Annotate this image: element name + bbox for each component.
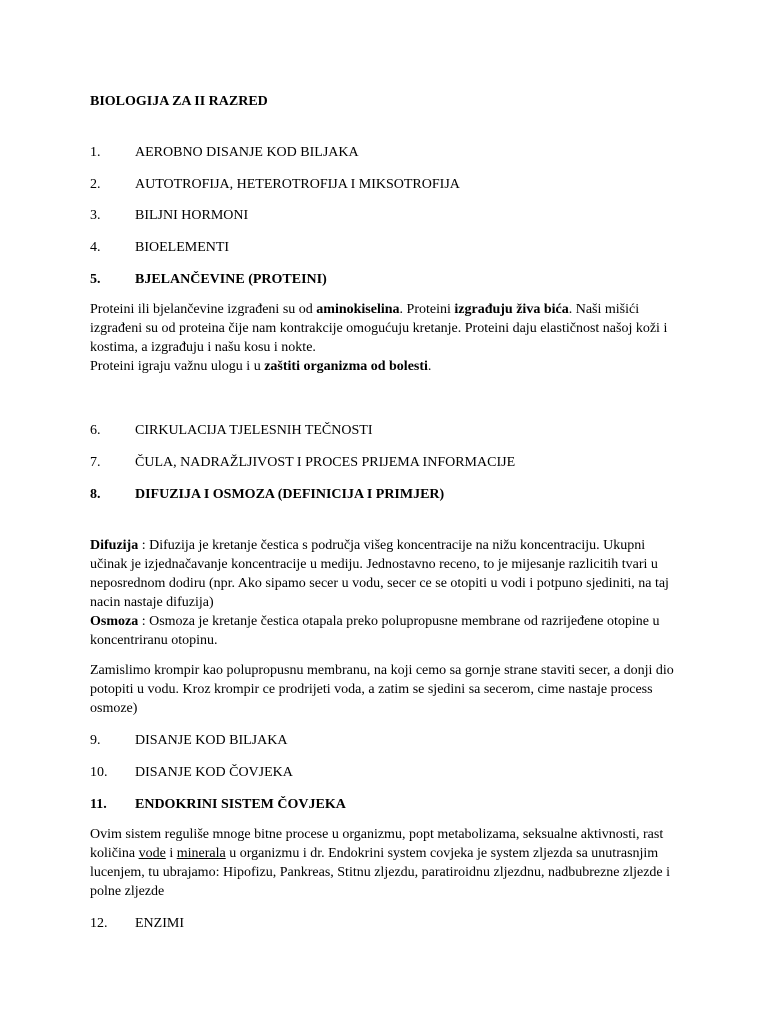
list-item-label: BJELANČEVINE (PROTEINI) bbox=[135, 272, 327, 287]
list-item-number: 2. bbox=[90, 177, 101, 192]
list-item bbox=[90, 175, 690, 194]
list-item bbox=[90, 485, 690, 504]
vode-link[interactable]: vode bbox=[138, 846, 166, 861]
proteini-paragraph bbox=[90, 300, 680, 357]
list-item-label: ČULA, NADRAŽLJIVOST I PROCES PRIJEMA INFORMACIJE bbox=[135, 455, 516, 470]
text-run: u organizmu i dr. Endokrini system covjeka je system zljezda sa unutrasnjim lucenjem, tu ubrajamo: Hipofizu, Pankreas, Stitnu zljezdu, paratiroidnu zljezdnu, nadbubrezne zljezde i polne zljezde bbox=[90, 846, 671, 899]
text-run: . Proteini bbox=[399, 302, 455, 317]
list-item-number: 1. bbox=[90, 145, 101, 160]
list-item-number: 5. bbox=[90, 272, 101, 287]
text-run: i bbox=[165, 846, 177, 861]
text-run: Ovim sistem reguliše mnoge bitne procese u organizmu, popt metabolizama, seksualne aktivnosti, rast količina bbox=[90, 827, 664, 861]
minerala-link[interactable]: minerala bbox=[176, 846, 226, 861]
list-item-label: DIFUZIJA I OSMOZA (DEFINICIJA I PRIMJER) bbox=[135, 487, 445, 502]
list-item-label: CIRKULACIJA TJELESNIH TEČNOSTI bbox=[135, 423, 373, 438]
list-item-number: 12. bbox=[90, 916, 108, 931]
text-run: Proteini igraju važnu ulogu i u bbox=[90, 359, 265, 374]
list-item-number: 8. bbox=[90, 487, 101, 502]
list-item-number: 9. bbox=[90, 733, 101, 748]
document-title: BIOLOGIJA ZA II RAZRED bbox=[90, 94, 268, 109]
list-item bbox=[90, 914, 690, 933]
bold-term: zaštiti organizma od bolesti bbox=[264, 359, 428, 374]
bold-term: Osmoza bbox=[90, 614, 139, 629]
list-item bbox=[90, 143, 690, 162]
list-item-label: AUTOTROFIJA, HETEROTROFIJA I MIKSOTROFIJA bbox=[135, 177, 460, 192]
bold-term: Difuzija bbox=[90, 538, 139, 553]
bold-term: izgrađuju živa bića bbox=[454, 302, 569, 317]
list-item-number: 7. bbox=[90, 455, 101, 470]
list-item bbox=[90, 270, 690, 289]
list-item-number: 10. bbox=[90, 765, 108, 780]
list-item bbox=[90, 453, 690, 472]
list-item bbox=[90, 421, 690, 440]
list-item-label: ENDOKRINI SISTEM ČOVJEKA bbox=[135, 797, 346, 812]
list-item bbox=[90, 795, 690, 814]
difuzija-section bbox=[90, 536, 680, 650]
list-item-number: 11. bbox=[90, 797, 107, 812]
list-item-label: BIOELEMENTI bbox=[135, 240, 230, 255]
list-item bbox=[90, 731, 690, 750]
example-paragraph: Zamislimo krompir kao polupropusnu membranu, na koji cemo sa gornje strane staviti secer, a donji dio potopiti u vodu. Kroz krompir ce prodrijeti voda, a zatim se sjedini sa secerom, cime nastaje process osmoze) bbox=[90, 663, 674, 716]
difuzija-definition bbox=[90, 536, 680, 612]
list-item bbox=[90, 763, 690, 782]
osmoza-example bbox=[90, 661, 680, 718]
proteini-paragraph bbox=[90, 357, 680, 376]
list-item bbox=[90, 238, 690, 257]
list-item bbox=[90, 206, 690, 225]
text-run: . bbox=[427, 359, 432, 374]
list-item-label: BILJNI HORMONI bbox=[135, 208, 249, 223]
text-run: . Naši mišići izgrađeni su od proteina čije nam kontrakcije omogućuju kretanje. Proteini daju elastičnost našoj koži i kostima, a izgrađuju i našu kosu i nokte. bbox=[90, 302, 668, 355]
list-item-label: AEROBNO DISANJE KOD BILJAKA bbox=[135, 145, 359, 160]
list-item-label: DISANJE KOD BILJAKA bbox=[135, 733, 288, 748]
list-item-label: DISANJE KOD ČOVJEKA bbox=[135, 765, 293, 780]
osmoza-definition bbox=[90, 612, 680, 650]
endokrini-paragraph bbox=[90, 825, 680, 901]
text-run: : Osmoza je kretanje čestica otapala preko polupropusne membrane od razrijeđene otopine u koncentriranu otopinu. bbox=[90, 614, 660, 648]
bold-term: aminokiselina bbox=[316, 302, 400, 317]
list-item-label: ENZIMI bbox=[135, 916, 184, 931]
proteini-section bbox=[90, 300, 680, 376]
endokrini-section bbox=[90, 825, 680, 901]
list-item-number: 3. bbox=[90, 208, 101, 223]
text-run: Proteini ili bjelančevine izgrađeni su od bbox=[90, 302, 317, 317]
list-item-number: 6. bbox=[90, 423, 101, 438]
list-item-number: 4. bbox=[90, 240, 101, 255]
text-run: : Difuzija je kretanje čestica s područja višeg koncentracije na nižu koncentraciju. Ukupni učinak je izjednačavanje koncentracije u mediju. Jednostavno receno, to je mijesanje razlicitih tvari u neposrednom dodiru (npr. Ako sipamo secer u vodu, secer ce se otopiti u vodi i potpuno sjediniti, na taj nacin nastaje difuzija) bbox=[90, 538, 669, 610]
